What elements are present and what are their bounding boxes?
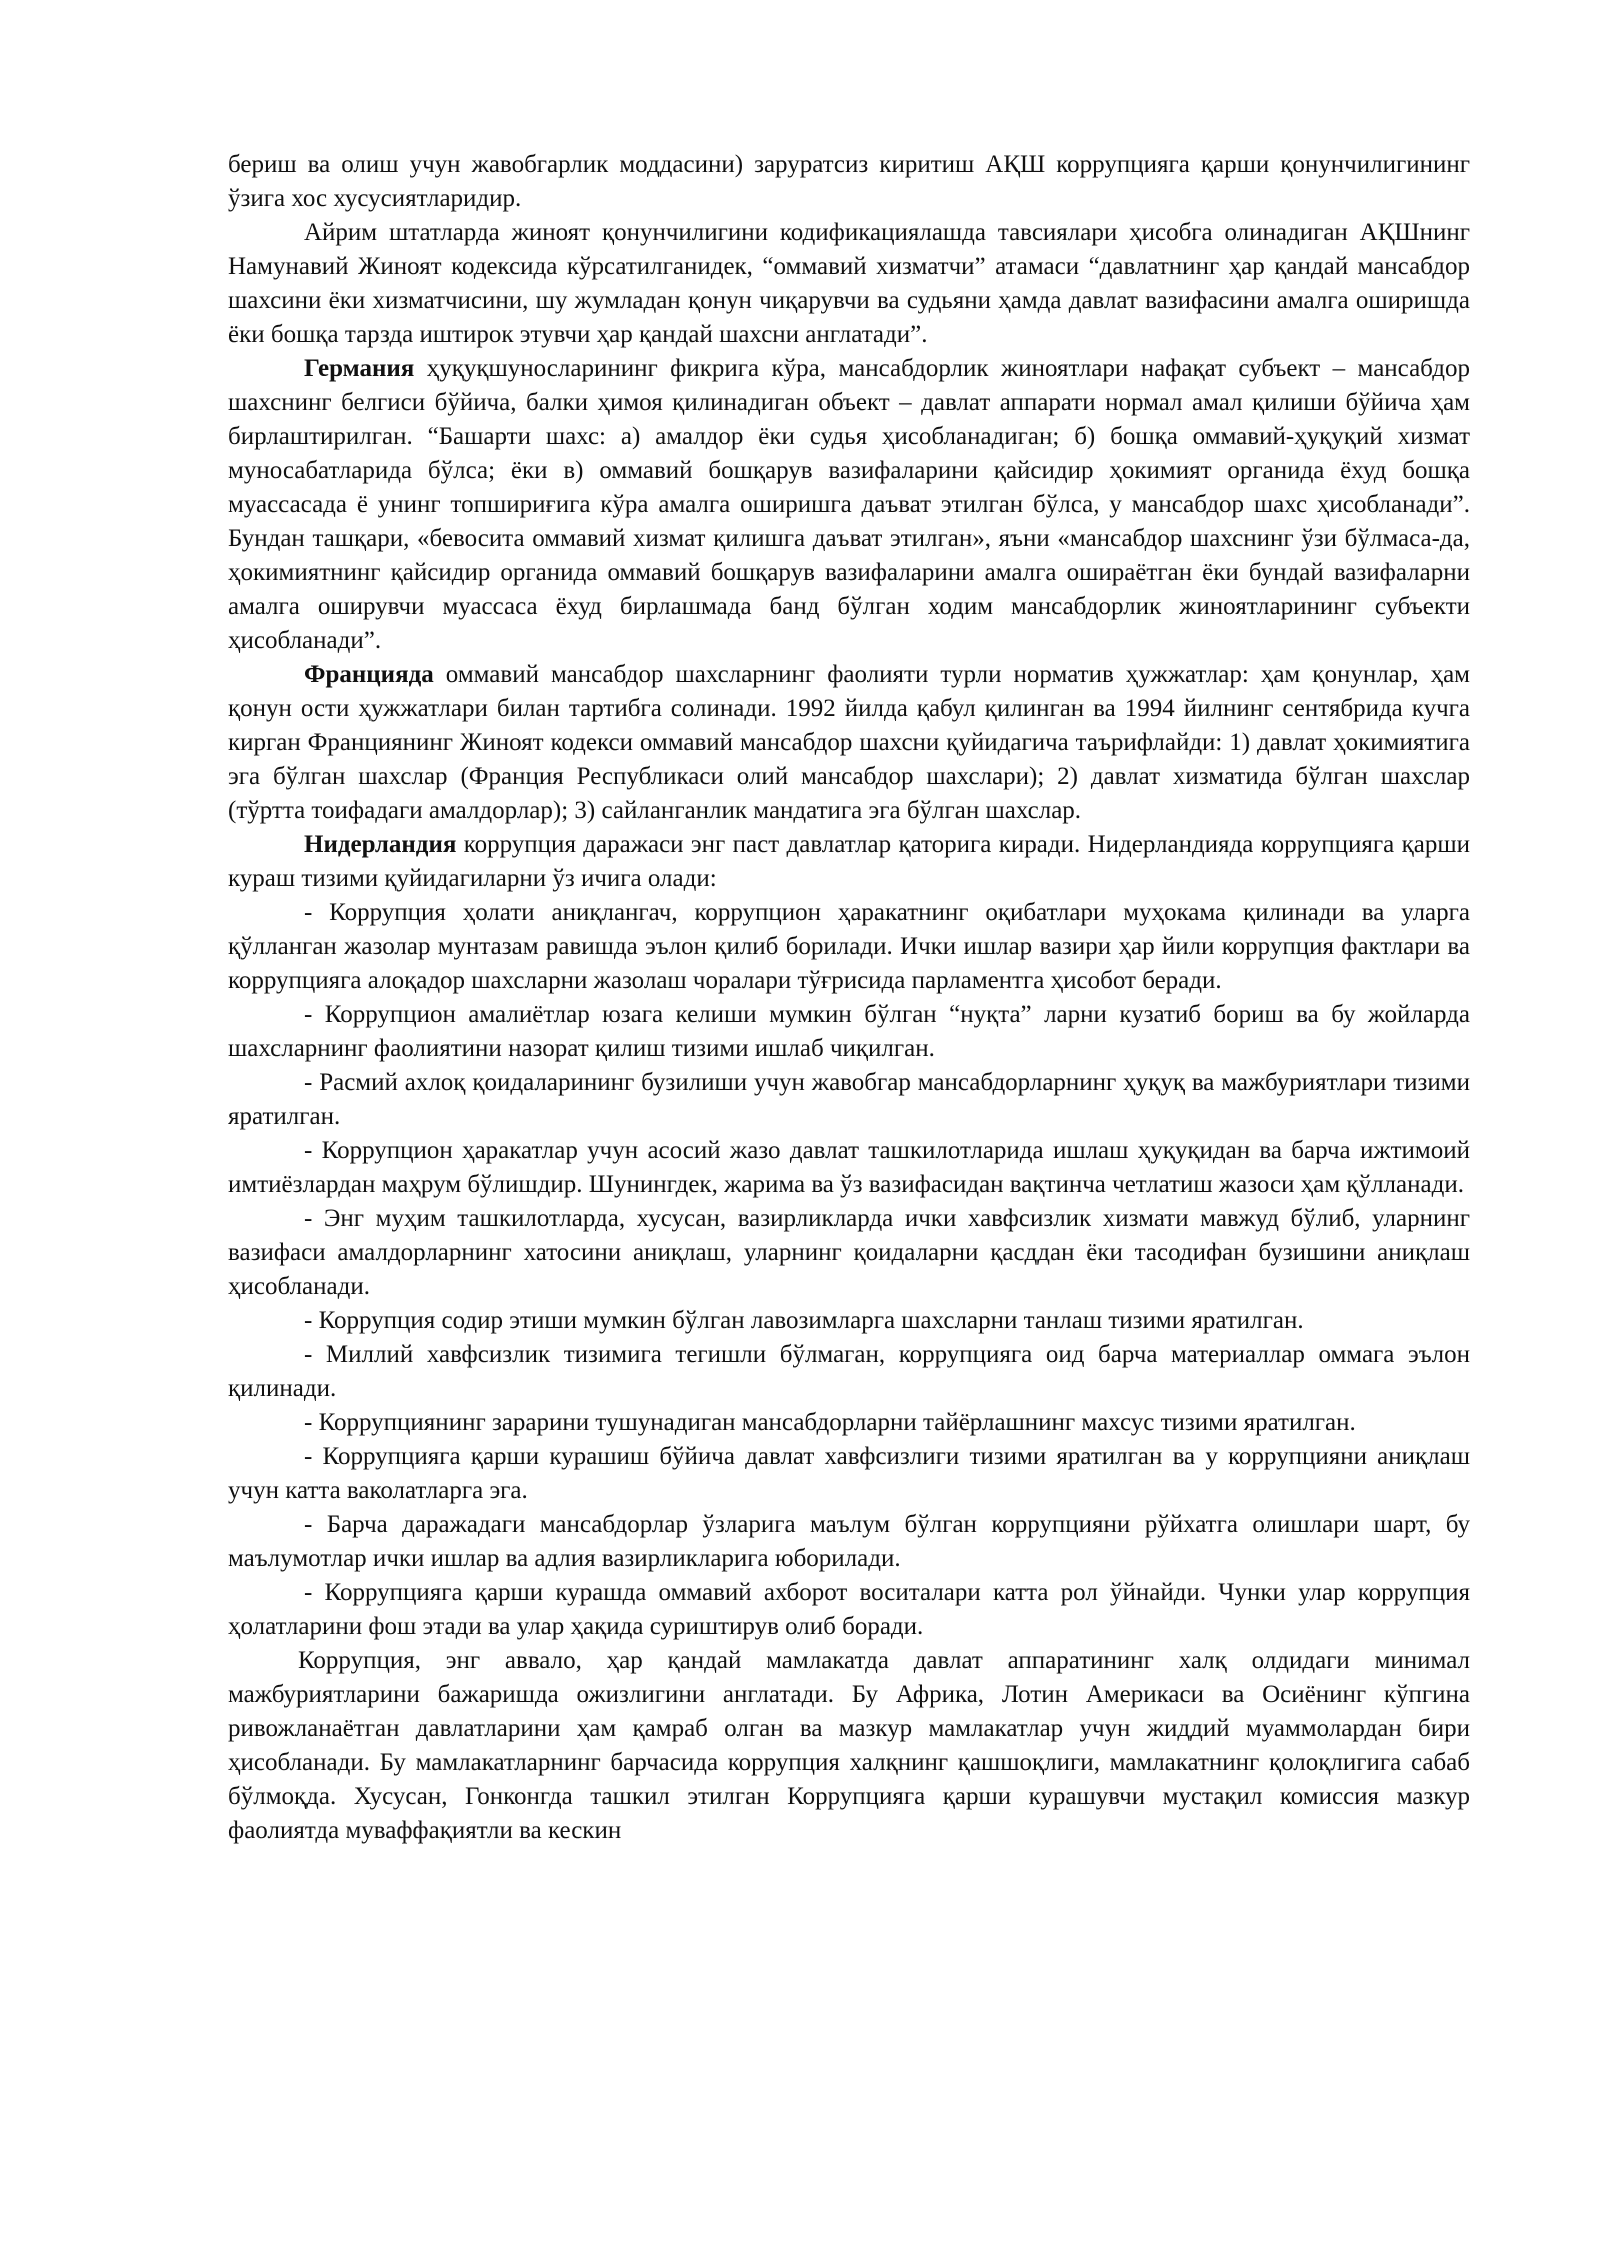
list-item bbox=[228, 1338, 1470, 1406]
paragraph-text: Айрим штатларда жиноят қонунчилигини кодификациялашда тавсиялари ҳисобга олинадиган АҚШнинг Намунавий Жиноят кодексида кўрсатилганидек, “оммавий хизматчи” атамаси “давлатнинг ҳар қандай мансабдор шахсини ёки хизматчисини, шу жумладан қонун чиқарувчи ва судьяни ҳамда давлат вазифасини амалга оширишда ёки бошқа тарзда иштирок этувчи ҳар қандай шахсни англатади”. bbox=[228, 219, 1470, 348]
bold-lead: Францияда bbox=[304, 661, 434, 688]
paragraph-text: - Коррупцияга қарши курашиш бўйича давлат хавфсизлиги тизими яратилган ва у коррупцияни аниқлаш учун катта ваколатларга эга. bbox=[228, 1443, 1470, 1504]
paragraph-text: - Миллий хавфсизлик тизимига тегишли бўлмаган, коррупцияга оид барча материаллар оммага эълон қилинади. bbox=[228, 1341, 1470, 1402]
paragraph-netherlands bbox=[228, 828, 1470, 896]
paragraph-germany bbox=[228, 352, 1470, 658]
paragraph-text: коррупция даражаси энг паст давлатлар қаторига киради. Нидерландияда коррупцияга қарши кураш тизими қуйидагиларни ўз ичига олади: bbox=[228, 831, 1470, 892]
list-item bbox=[228, 896, 1470, 998]
paragraph-france bbox=[228, 658, 1470, 828]
list-item bbox=[228, 1508, 1470, 1576]
paragraph-text: - Коррупцион ҳаракатлар учун асосий жазо давлат ташкилотларида ишлаш ҳуқуқидан ва барча ижтимоий имтиёзлардан маҳрум бўлишдир. Шунингдек, жарима ва ўз вазифасидан вақтинча четлатиш жазоси ҳам қўлланади. bbox=[228, 1137, 1470, 1198]
paragraph-text: - Коррупцион амалиётлар юзага келиши мумкин бўлган “нуқта” ларни кузатиб бориш ва бу жойларда шахсларнинг фаолиятини назорат қилиш тизими ишлаб чиқилган. bbox=[228, 1001, 1470, 1062]
list-item bbox=[228, 1202, 1470, 1304]
bold-lead: Германия bbox=[304, 355, 415, 382]
paragraph-text: - Коррупцияга қарши курашда оммавий ахборот воситалари катта рол ўйнайди. Чунки улар коррупция ҳолатларини фош этади ва улар ҳақида суриштирув олиб боради. bbox=[228, 1579, 1470, 1640]
bold-lead: Нидерландия bbox=[304, 831, 457, 858]
paragraph-text: бериш ва олиш учун жавобгарлик моддасини) заруратсиз киритиш АҚШ коррупцияга қарши қонунчилигининг ўзига хос хусусиятларидир. bbox=[228, 151, 1470, 212]
list-item bbox=[228, 1134, 1470, 1202]
list-item bbox=[228, 1440, 1470, 1508]
list-item bbox=[228, 1066, 1470, 1134]
document-page bbox=[228, 148, 1470, 1848]
paragraph-text: - Коррупция содир этиши мумкин бўлган лавозимларга шахсларни танлаш тизими яратилган. bbox=[304, 1307, 1304, 1334]
paragraph-text: - Энг муҳим ташкилотларда, хусусан, вазирликларда ички хавфсизлик хизмати мавжуд бўлиб, уларнинг вазифаси амалдорларнинг хатосини аниқлаш, уларнинг қоидаларни қасддан ёки тасодифан бузишини аниқлаш ҳисобланади. bbox=[228, 1205, 1470, 1300]
paragraph-text: оммавий мансабдор шахсларнинг фаолияти турли норматив ҳужжатлар: ҳам қонунлар, ҳам қонун ости ҳужжатлари билан тартибга солинади. 1992 йилда қабул қилинган ва 1994 йилнинг сентябрида кучга кирган Франциянинг Жиноят кодекси оммавий мансабдор шахсни қуйидагича таърифлайди: 1) давлат ҳокимиятига эга бўлган шахслар (Франция Республикаси олий мансабдор шахслари); 2) давлат хизматида бўлган шахслар (тўртта тоифадаги амалдорлар); 3) сайланганлик мандатига эга бўлган шахслар. bbox=[228, 661, 1470, 824]
list-item bbox=[228, 998, 1470, 1066]
paragraph-text: ҳуқуқшуносларининг фикрига кўра, мансабдорлик жиноятлари нафақат субъект – мансабдор шахснинг белгиси бўйича, балки ҳимоя қилинадиган объект – давлат аппарати нормал амал қилиши бўйича ҳам бирлаштирилган. “Башарти шахс: а) амалдор ёки судья ҳисобланадиган; б) бошқа оммавий-ҳуқуқий хизмат муносабатларида бўлса; ёки в) оммавий бошқарув вазифаларини қайсидир ҳокимият органида ёхуд бошқа муассасада ё унинг топшириғига кўра амалга оширишга даъват этилган бўлса, у мансабдор шахс ҳисобланади”. Бундан ташқари, «бевосита оммавий хизмат қилишга даъват этилган», яъни «мансабдор шахснинг ўзи бўлмаса-да, ҳокимиятнинг қайсидир органида оммавий бошқарув вазифаларини амалга ошираётган ёки бундай вазифаларни амалга оширувчи муассаса ёхуд бирлашмада банд бўлган ходим мансабдорлик жиноятларининг субъекти ҳисобланади”. bbox=[228, 355, 1470, 654]
list-item bbox=[228, 1576, 1470, 1644]
paragraph-text: Коррупция, энг аввало, ҳар қандай мамлакатда давлат аппаратининг халқ олдидаги минимал мажбуриятларини бажаришда ожизлигини англатади. Бу Африка, Лотин Америкаси ва Осиёнинг кўпгина ривожланаётган давлатларини ҳам қамраб олган ва мазкур мамлакатлар учун жиддий муаммолардан бири ҳисобланади. Бу мамлакатларнинг барчасида коррупция халқнинг қашшоқлиги, мамлакатнинг қолоқлигига сабаб бўлмоқда. Хусусан, Гонконгда ташкил этилган Коррупцияга қарши курашувчи мустақил комиссия мазкур фаолиятда муваффақиятли ва кескин bbox=[228, 1647, 1470, 1844]
list-item bbox=[228, 1304, 1470, 1338]
paragraph-1 bbox=[228, 216, 1470, 352]
paragraph-text: - Коррупция ҳолати аниқлангач, коррупцион ҳаракатнинг оқибатлари муҳокама қилинади ва уларга қўлланган жазолар мунтазам равишда эълон қилиб борилади. Ички ишлар вазири ҳар йили коррупция фактлари ва коррупцияга алоқадор шахсларни жазолаш чоралари тўғрисида парламентга ҳисобот беради. bbox=[228, 899, 1470, 994]
paragraph-text: - Коррупциянинг зарарини тушунадиган мансабдорларни тайёрлашнинг махсус тизими яратилган. bbox=[304, 1409, 1356, 1436]
list-item bbox=[228, 1406, 1470, 1440]
paragraph-0 bbox=[228, 148, 1470, 216]
paragraph-final bbox=[228, 1644, 1470, 1848]
paragraph-text: - Барча даражадаги мансабдорлар ўзларига маълум бўлган коррупцияни рўйхатга олишлари шарт, бу маълумотлар ички ишлар ва адлия вазирликларига юборилади. bbox=[228, 1511, 1470, 1572]
paragraph-text: - Расмий ахлоқ қоидаларининг бузилиши учун жавобгар мансабдорларнинг ҳуқуқ ва мажбуриятлари тизими яратилган. bbox=[228, 1069, 1470, 1130]
